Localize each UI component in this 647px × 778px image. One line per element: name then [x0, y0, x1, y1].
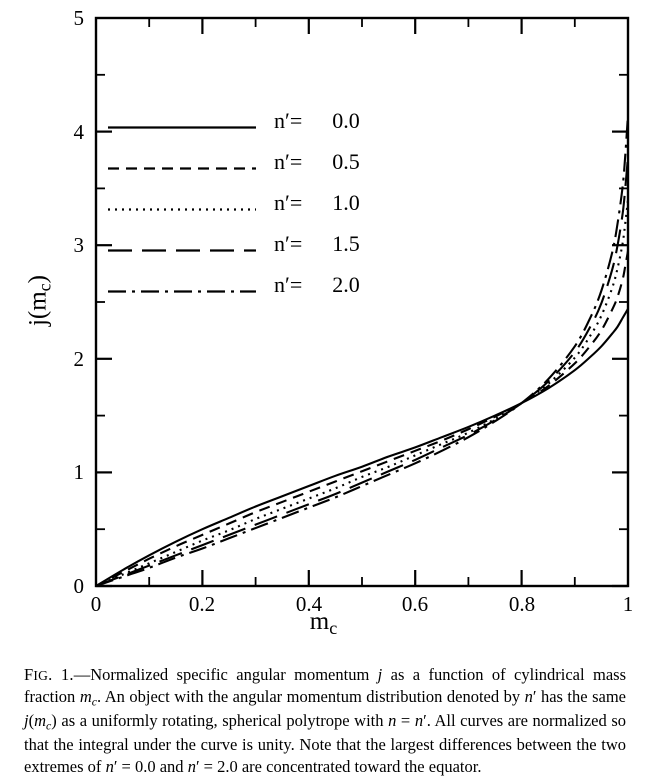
legend-item-2 [108, 190, 418, 231]
caption-figure-number: FIG. 1. [24, 665, 74, 684]
legend-label-1: n′= 0.5 [274, 149, 360, 174]
y-tick-label-5: 5 [73, 6, 84, 30]
x-tick-label-2: 0.4 [295, 592, 323, 616]
legend-line-dashed [108, 167, 256, 170]
y-tick-label-2: 2 [73, 347, 84, 371]
legend-item-1 [108, 149, 418, 190]
y-tick-label-3: 3 [73, 233, 84, 257]
x-axis-title: $m_c$ [309, 608, 338, 639]
y-axis-title: $j(m_c)$ [24, 275, 55, 327]
legend-label-4: n′= 2.0 [274, 272, 360, 297]
y-tick-label-1: 1 [73, 460, 84, 484]
x-tick-label-3: 0.6 [401, 592, 429, 616]
figure-caption: FIG. 1.—Normalized specific angular momentum j as a function of cylindrical mass fraction $m_c$. An object with the angular momentum distribution denoted by n′ has the same $j(m_c)$ as a uniformly rotating, spherical polytrope with n = n′. All curves are normalized so that the integral under the curve is unity. Note that the largest differences between the two extremes of n′ = 0.0 and n′ = 2.0 are concentrated toward the equator. [24, 665, 626, 777]
legend-line-dotted [108, 208, 256, 211]
legend-item-0 [108, 108, 418, 149]
legend-label-2: n′= 1.0 [274, 190, 360, 215]
legend-label-3: n′= 1.5 [274, 231, 360, 256]
legend [108, 108, 418, 313]
curve-0 [96, 309, 628, 586]
y-tick-label-4: 4 [73, 120, 84, 144]
legend-item-3 [108, 231, 418, 272]
x-tick-label-0: 0 [90, 592, 102, 616]
x-tick-label-5: 1 [622, 592, 634, 616]
legend-label-0: n′= 0.0 [274, 108, 360, 133]
x-tick-label-4: 0.8 [508, 592, 536, 616]
legend-item-4 [108, 272, 418, 313]
y-tick-label-0: 0 [73, 574, 84, 598]
x-tick-label-1: 0.2 [188, 592, 216, 616]
legend-line-dashdot [108, 290, 256, 293]
legend-line-longdash [108, 249, 256, 252]
legend-line-solid [108, 126, 256, 129]
